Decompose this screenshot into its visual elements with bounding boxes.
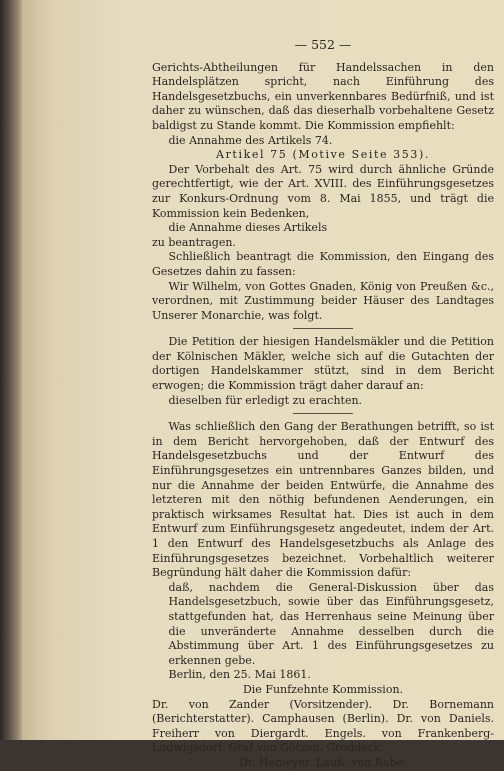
paragraph: zu beantragen. (152, 235, 236, 249)
page-content (152, 38, 494, 771)
article-heading: Artikel 75 (Motive Seite 353). (216, 148, 430, 162)
book-page (22, 0, 504, 769)
paragraph: Schließlich beantragt die Kommission, den Eingang des Gesetzes dahin zu fassen: (152, 250, 494, 278)
preamble-quote: Wir Wilhelm, von Gottes Gnaden, König von Preußen &c., verordnen, mit Zustimmung beider Häuser des Landtages Unserer Monarchie, was folgt. (152, 279, 494, 322)
page-number: — 552 — (294, 37, 352, 52)
motion-line: dieselben für erledigt zu erachten. (168, 393, 363, 407)
motion-line: die Annahme dieses Artikels (168, 221, 328, 235)
commission-title: Die Funfzehnte Kommission. (242, 682, 404, 696)
date-line: Berlin, den 25. Mai 1861. (168, 668, 311, 682)
signatories: Dr. von Zander (Vorsitzender). Dr. Bornemann (Berichterstatter). Camphausen (Berlin). Dr. von Daniels. Freiherr von Diergardt. Engels. von Frankenberg-Ludwigsdorf. Graf von Götzen. Groddeck. (152, 697, 494, 755)
paragraph: Die Petition der hiesigen Handelsmäkler und die Petition der Kölnischen Mäkler, welche sich auf die Gutachten der dortigen Handelskammer stützt, sind in dem Bericht erwogen; die Kommission trägt daher darauf an: (152, 335, 494, 393)
signatories-last-line: Dr. Homeyer. Lauß. von Rabe. (239, 755, 407, 769)
section-divider (293, 413, 353, 414)
section-divider (293, 328, 353, 329)
paragraph: Was schließlich den Gang der Berathungen betrifft, so ist in dem Bericht hervorgehoben, daß der Entwurf des Handelsgesetzbuchs und der Entwurf des Einführungsgesetzes ein untrennbares Ganzes bilden, und nur die Annahme der beiden Entwürfe, die Annahme des letzteren mit den nöthig befundenen Aenderungen, ein praktisch wirksames Resultat hat. Dies ist auch in dem Entwurf zum Einführungsgesetz angedeutet, indem der Art. 1 den Entwurf des Handelsgesetzbuchs als Anlage des Einführungsgesetzes bezeichnet. Vorbehaltlich weiterer Begründung hält daher die Kommission dafür: (152, 420, 494, 580)
paragraph: Der Vorbehalt des Art. 75 wird durch ähnliche Gründe gerechtfertigt, wie der Art. XVIII. des Einführungsgesetzes zur Konkurs-Ordnung vom 8. Mai 1855, und trägt die Kommission kein Bedenken, (152, 162, 494, 220)
motion-block: daß, nachdem die General-Diskussion über das Handelsgesetzbuch, sowie über das Einführungsgesetz, stattgefunden hat, das Herrenhaus seine Meinung über die unveränderte Annahme desselben durch die Abstimmung über Art. 1 des Einführungsgesetzes zu erkennen gebe. (168, 580, 494, 667)
motion-line: die Annahme des Artikels 74. (168, 133, 333, 147)
paragraph: Gerichts-Abtheilungen für Handelssachen in den Handelsplätzen spricht, nach Einführung des Handelsgesetzbuchs, ein unverkennbares Bedürfniß, und ist daher zu wünschen, daß das dieserhalb vorbehaltene Gesetz baldigst zu Stande kommt. Die Kommission empfiehlt: (152, 60, 494, 132)
book-gutter (0, 0, 22, 740)
